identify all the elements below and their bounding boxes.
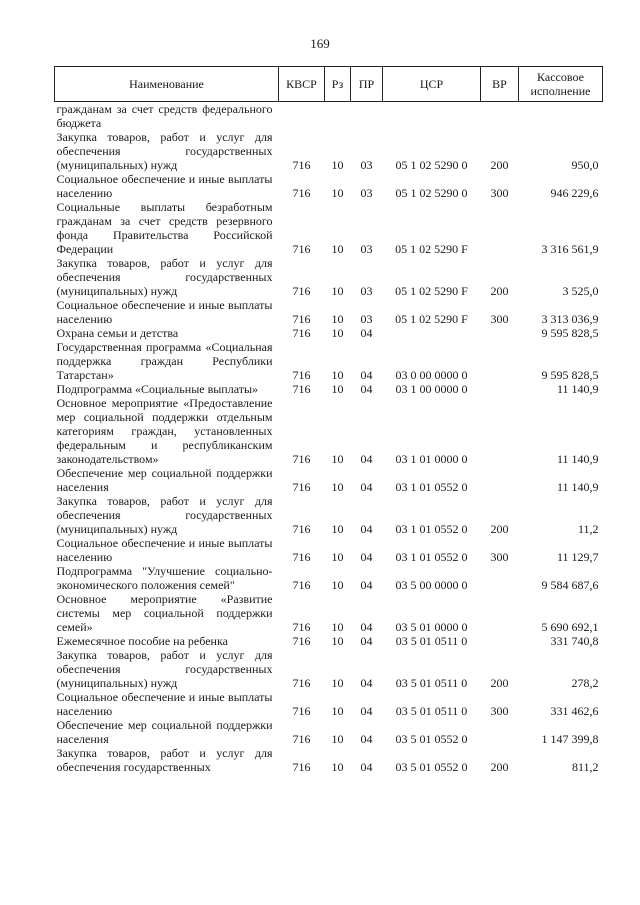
cell-kvsr: 716: [292, 704, 311, 718]
header-kvsr: КВСР: [279, 67, 325, 102]
cell-amount: 950,0: [571, 158, 599, 172]
cell-amount: 3 316 561,9: [541, 242, 599, 256]
cell-rz: 10: [331, 312, 344, 326]
cell-vr: [481, 718, 519, 746]
cell-rz: 10: [331, 326, 344, 340]
cell-name: Обеспечение мер социальной поддержки населения: [56, 718, 273, 746]
cell-kvsr: 716: [292, 480, 311, 494]
cell-csr: 03 1 00 0000 0: [395, 382, 468, 396]
table-row: [55, 592, 603, 634]
cell-name: Социальное обеспечение и иные выплаты населению: [56, 690, 273, 718]
cell-vr: 200: [490, 522, 509, 536]
cell-amount: 11,2: [577, 522, 599, 536]
cell-kvsr: [279, 102, 325, 131]
cell-pr: 04: [360, 578, 373, 592]
cell-kvsr: 716: [292, 452, 311, 466]
table-row: [55, 200, 603, 256]
cell-name: Закупка товаров, работ и услуг для обеспечения государственных (муниципальных) нужд: [56, 648, 273, 690]
cell-vr: [481, 634, 519, 648]
cell-rz: 10: [331, 522, 344, 536]
header-kassa: Кассовое исполнение: [519, 67, 603, 102]
cell-pr: [351, 102, 383, 131]
cell-rz: 10: [331, 550, 344, 564]
table-row: [55, 172, 603, 200]
cell-vr: [481, 592, 519, 634]
cell-name: Подпрограмма "Улучшение социально-экономического положения семей": [56, 564, 273, 592]
cell-name: Подпрограмма «Социальные выплаты»: [56, 382, 259, 396]
cell-name: Охрана семьи и детства: [56, 326, 179, 340]
cell-pr: 04: [360, 382, 373, 396]
cell-csr: 03 5 01 0511 0: [395, 704, 468, 718]
cell-pr: 03: [360, 186, 373, 200]
cell-rz: 10: [331, 382, 344, 396]
cell-kvsr: 716: [292, 158, 311, 172]
budget-table-container: [54, 66, 602, 774]
table-row: [55, 494, 603, 536]
header-csr: ЦСР: [383, 67, 481, 102]
cell-name: Социальное обеспечение и иные выплаты населению: [56, 172, 273, 200]
table-row: [55, 648, 603, 690]
table-row: [55, 340, 603, 382]
cell-csr: 05 1 02 5290 0: [395, 158, 468, 172]
cell-name: Закупка товаров, работ и услуг для обеспечения государственных (муниципальных) нужд: [56, 256, 273, 298]
cell-rz: 10: [331, 284, 344, 298]
cell-pr: 04: [360, 676, 373, 690]
cell-rz: 10: [331, 760, 344, 774]
cell-csr: 05 1 02 5290 F: [395, 242, 468, 256]
cell-name: гражданам за счет средств федерального бюджета: [56, 102, 273, 130]
budget-table: [54, 66, 603, 774]
cell-vr: [481, 396, 519, 466]
table-row: [55, 326, 603, 340]
table-row: [55, 718, 603, 746]
cell-pr: 04: [360, 452, 373, 466]
cell-name: Обеспечение мер социальной поддержки населения: [56, 466, 273, 494]
table-row: [55, 564, 603, 592]
header-name: Наименование: [55, 67, 279, 102]
table-row: [55, 466, 603, 494]
cell-csr: 05 1 02 5290 F: [395, 312, 468, 326]
cell-pr: 03: [360, 242, 373, 256]
cell-amount: 331 462,6: [550, 704, 599, 718]
cell-amount: 3 313 036,9: [541, 312, 599, 326]
cell-amount: 331 740,8: [550, 634, 599, 648]
cell-pr: 03: [360, 284, 373, 298]
cell-kvsr: 716: [292, 732, 311, 746]
cell-pr: 04: [360, 480, 373, 494]
cell-csr: [383, 102, 481, 131]
cell-amount: 11 140,9: [556, 452, 599, 466]
table-header: [55, 67, 603, 102]
cell-csr: 03 5 01 0552 0: [395, 760, 468, 774]
cell-amount: 9 595 828,5: [541, 368, 599, 382]
cell-kvsr: 716: [292, 368, 311, 382]
cell-vr: 200: [490, 760, 509, 774]
cell-rz: 10: [331, 620, 344, 634]
cell-rz: 10: [331, 676, 344, 690]
cell-name: Государственная программа «Социальная поддержка граждан Республики Татарстан»: [56, 340, 273, 382]
cell-rz: 10: [331, 732, 344, 746]
cell-rz: 10: [331, 186, 344, 200]
cell-vr: 300: [490, 550, 509, 564]
cell-kvsr: 716: [292, 760, 311, 774]
cell-pr: 04: [360, 620, 373, 634]
cell-name: Закупка товаров, работ и услуг для обеспечения государственных (муниципальных) нужд: [56, 494, 273, 536]
cell-kvsr: 716: [292, 186, 311, 200]
cell-name: Социальное обеспечение и иные выплаты населению: [56, 298, 273, 326]
table-row: [55, 746, 603, 774]
cell-csr: 03 5 01 0511 0: [395, 634, 468, 648]
cell-csr: 05 1 02 5290 0: [395, 186, 468, 200]
cell-vr: 300: [490, 312, 509, 326]
cell-pr: 04: [360, 550, 373, 564]
cell-vr: [481, 564, 519, 592]
cell-kvsr: 716: [292, 284, 311, 298]
cell-amount: 11 140,9: [556, 382, 599, 396]
cell-vr: [481, 102, 519, 131]
cell-name: Закупка товаров, работ и услуг для обеспечения государственных (муниципальных) нужд: [56, 130, 273, 172]
cell-amount: 946 229,6: [550, 186, 599, 200]
cell-csr: 03 5 00 0000 0: [395, 578, 468, 592]
cell-kvsr: 716: [292, 326, 311, 340]
cell-vr: [481, 340, 519, 382]
table-row: [55, 130, 603, 172]
cell-kvsr: 716: [292, 550, 311, 564]
cell-rz: 10: [331, 158, 344, 172]
cell-name: Социальное обеспечение и иные выплаты населению: [56, 536, 273, 564]
cell-pr: 03: [360, 158, 373, 172]
cell-kvsr: 716: [292, 242, 311, 256]
cell-rz: 10: [331, 634, 344, 648]
cell-amount: 1 147 399,8: [541, 732, 599, 746]
cell-kvsr: 716: [292, 578, 311, 592]
table-row: [55, 102, 603, 131]
cell-pr: 04: [360, 522, 373, 536]
header-row: [55, 67, 603, 102]
cell-vr: [481, 326, 519, 340]
cell-pr: 04: [360, 732, 373, 746]
table-body: [55, 102, 603, 775]
cell-vr: 300: [490, 704, 509, 718]
cell-name: Социальные выплаты безработным гражданам за счет средств резервного фонда Правительства Российской Федерации: [56, 200, 273, 256]
cell-csr: 03 5 01 0511 0: [395, 676, 468, 690]
table-row: [55, 298, 603, 326]
table-row: [55, 536, 603, 564]
cell-name: Основное мероприятие «Предоставление мер социальной поддержки отдельным категориям граждан, установленных федеральным и республиканским законодательством»: [56, 396, 273, 466]
cell-csr: 03 1 01 0000 0: [395, 452, 468, 466]
cell-vr: [481, 200, 519, 256]
cell-rz: 10: [331, 480, 344, 494]
cell-csr: 05 1 02 5290 F: [395, 284, 468, 298]
cell-csr: 03 0 00 0000 0: [395, 368, 468, 382]
cell-rz: [325, 102, 351, 131]
cell-rz: 10: [331, 452, 344, 466]
table-row: [55, 382, 603, 396]
cell-kvsr: 716: [292, 312, 311, 326]
cell-amount: 278,2: [571, 676, 599, 690]
cell-kvsr: 716: [292, 620, 311, 634]
cell-csr: [383, 326, 481, 340]
page-number: 169: [310, 36, 330, 51]
table-row: [55, 690, 603, 718]
header-pr: ПР: [351, 67, 383, 102]
cell-kvsr: 716: [292, 634, 311, 648]
table-row: [55, 256, 603, 298]
cell-pr: 04: [360, 704, 373, 718]
cell-amount: 9 584 687,6: [541, 578, 599, 592]
cell-csr: 03 5 01 0552 0: [395, 732, 468, 746]
cell-vr: 300: [490, 186, 509, 200]
table-row: [55, 396, 603, 466]
cell-amount: 11 129,7: [556, 550, 599, 564]
cell-csr: 03 5 01 0000 0: [395, 620, 468, 634]
cell-csr: 03 1 01 0552 0: [395, 550, 468, 564]
cell-amount: 811,2: [571, 760, 599, 774]
cell-amount: 3 525,0: [562, 284, 599, 298]
cell-kvsr: 716: [292, 522, 311, 536]
cell-vr: 200: [490, 158, 509, 172]
cell-csr: 03 1 01 0552 0: [395, 522, 468, 536]
cell-pr: 04: [360, 760, 373, 774]
cell-rz: 10: [331, 704, 344, 718]
cell-pr: 04: [360, 326, 373, 340]
cell-rz: 10: [331, 578, 344, 592]
cell-name: Ежемесячное пособие на ребенка: [56, 634, 228, 648]
cell-amount: 9 595 828,5: [541, 326, 599, 340]
cell-rz: 10: [331, 242, 344, 256]
cell-vr: 200: [490, 284, 509, 298]
cell-kvsr: 716: [292, 676, 311, 690]
cell-name: Основное мероприятие «Развитие системы мер социальной поддержки семей»: [56, 592, 273, 634]
cell-vr: 200: [490, 676, 509, 690]
cell-csr: 03 1 01 0552 0: [395, 480, 468, 494]
cell-pr: 04: [360, 368, 373, 382]
header-rz: Рз: [325, 67, 351, 102]
cell-rz: 10: [331, 368, 344, 382]
cell-pr: 04: [360, 634, 373, 648]
cell-kvsr: 716: [292, 382, 311, 396]
cell-amount: 11 140,9: [556, 480, 599, 494]
cell-name: Закупка товаров, работ и услуг для обеспечения государственных: [56, 746, 273, 774]
cell-vr: [481, 382, 519, 396]
table-row: [55, 634, 603, 648]
cell-pr: 03: [360, 312, 373, 326]
cell-vr: [481, 466, 519, 494]
cell-amount: 5 690 692,1: [541, 620, 599, 634]
header-vr: ВР: [481, 67, 519, 102]
cell-amount: [519, 102, 603, 131]
